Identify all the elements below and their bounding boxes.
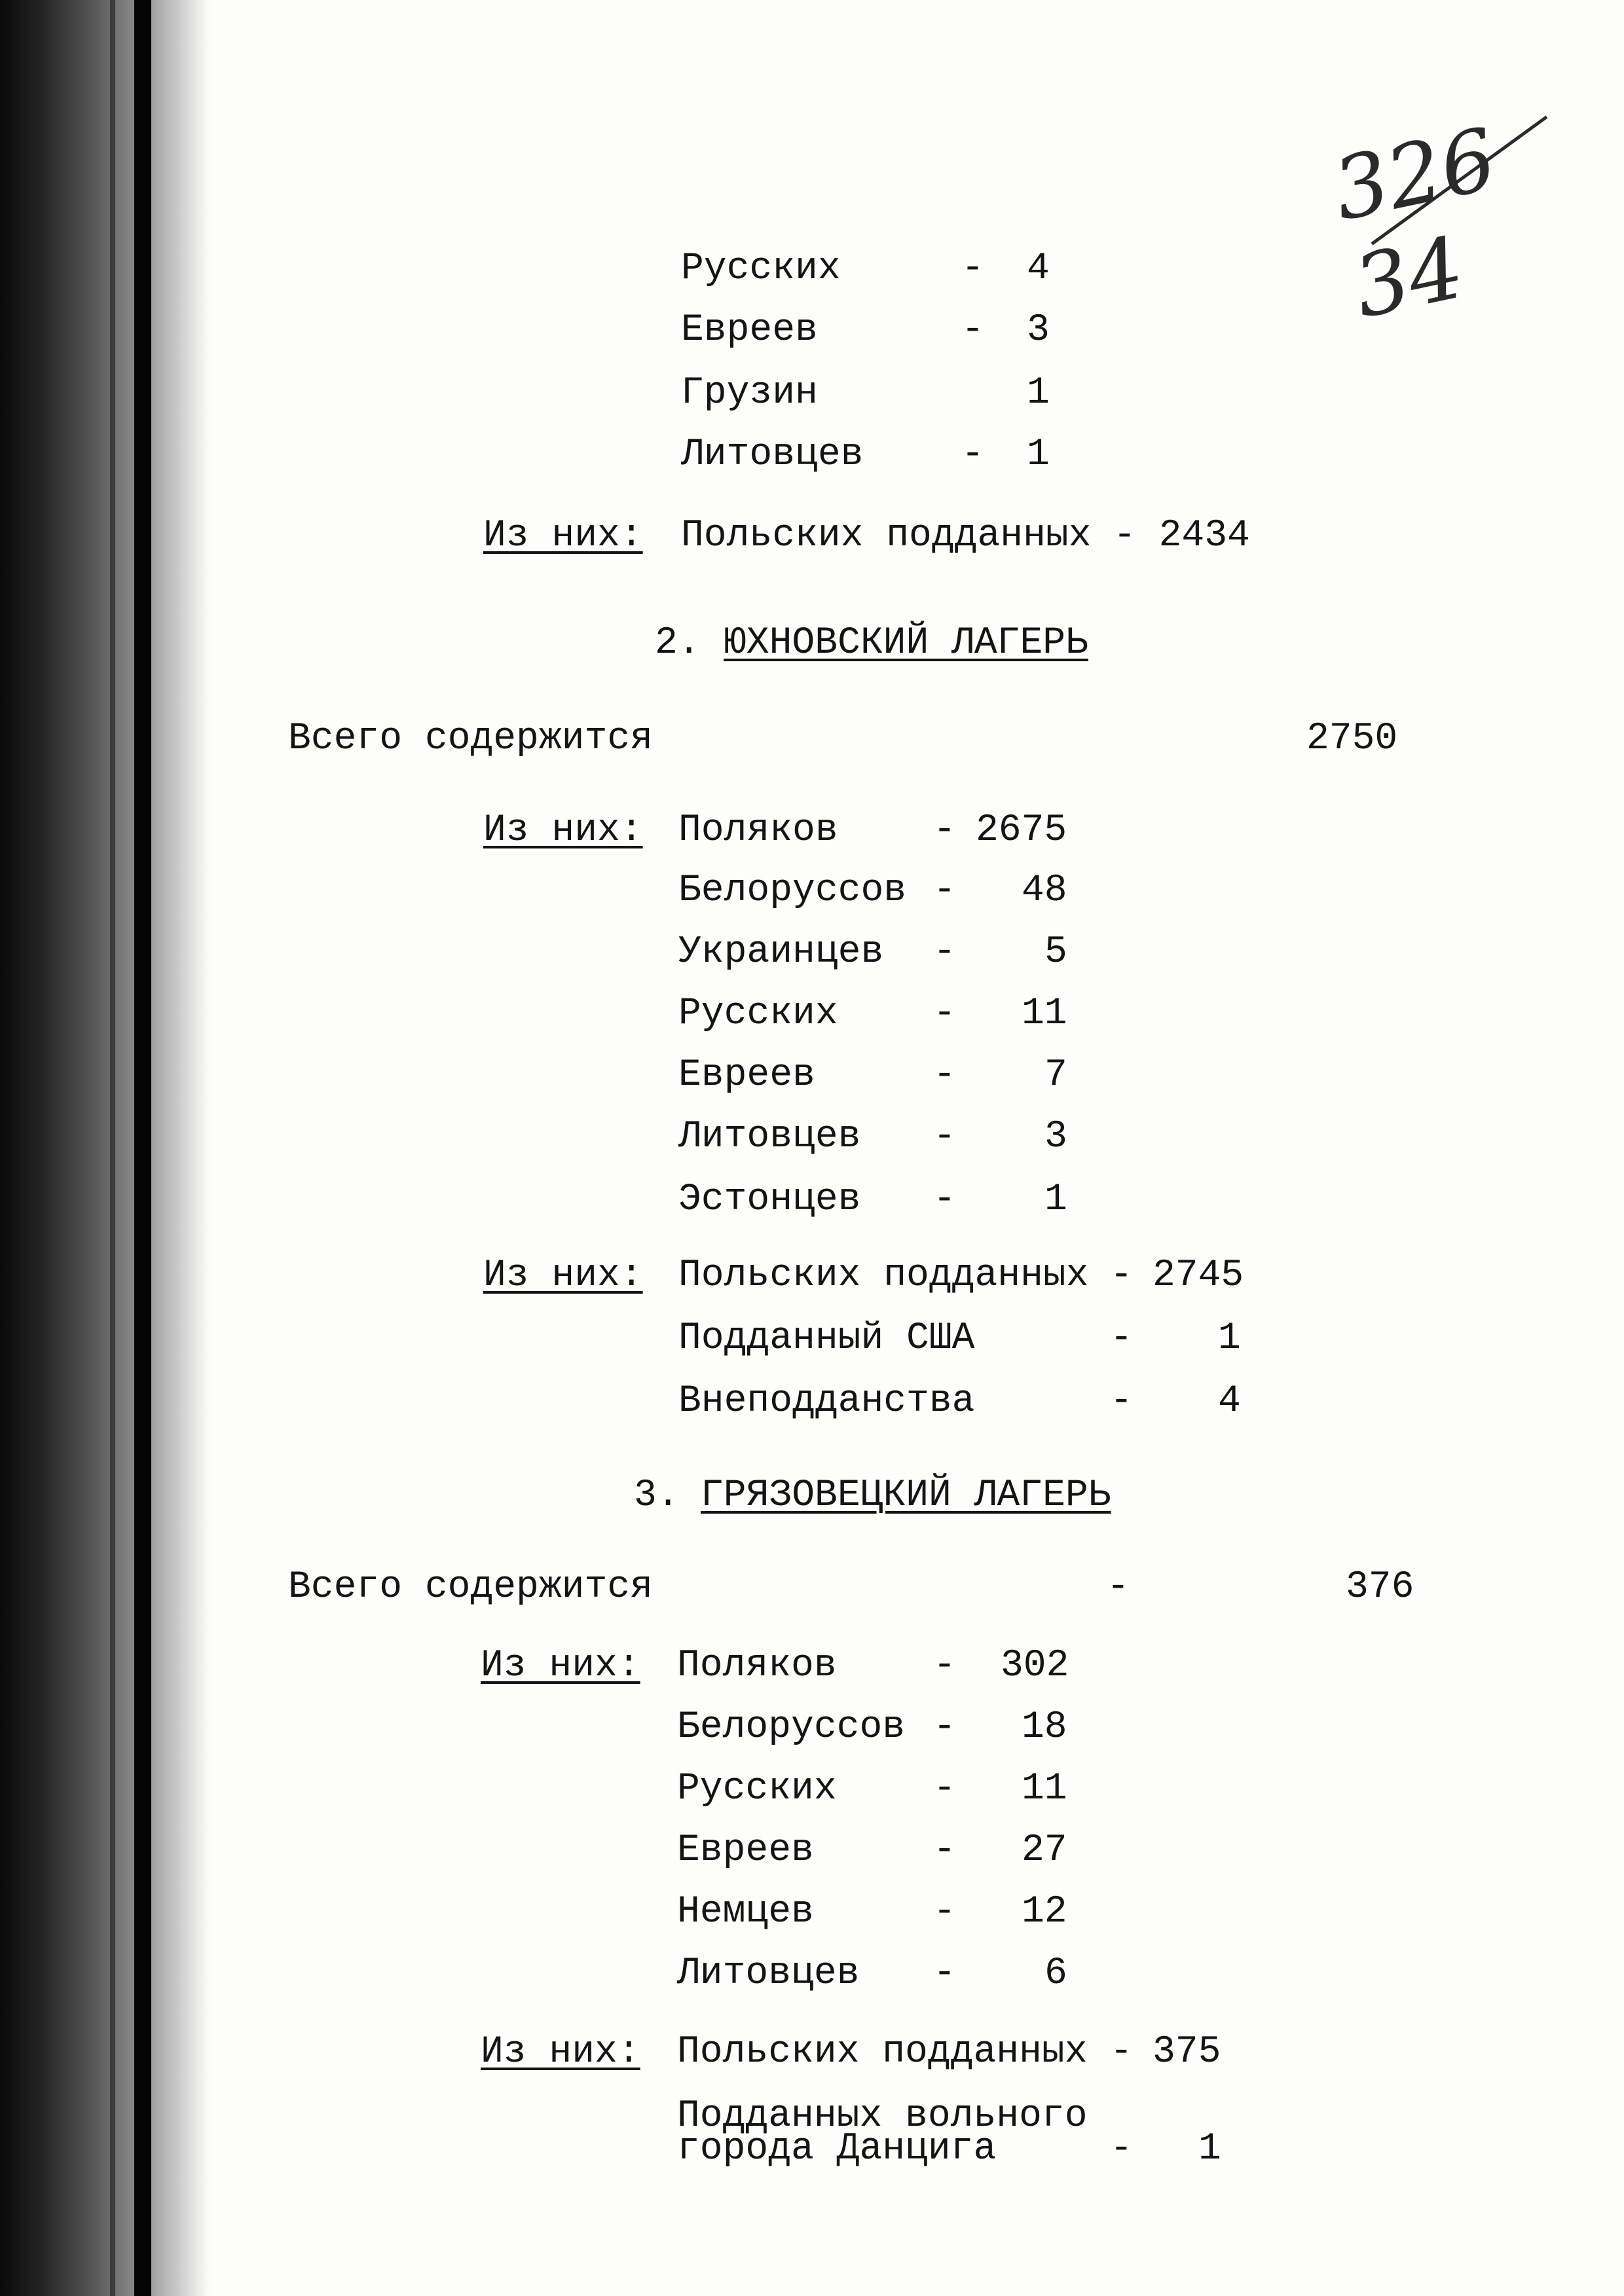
list-item-value: 18 (1022, 1706, 1067, 1749)
total-label: Всего содержится (288, 718, 653, 760)
list-item-dash: - (933, 1645, 956, 1687)
list-item-dash: - (933, 993, 956, 1035)
list-item-label: Украинцев (678, 931, 884, 974)
list-item-label: Евреев (677, 1829, 814, 1872)
subjects-label: Внеподданства (678, 1380, 975, 1423)
list-item-label: Русских (678, 993, 838, 1035)
list-item-label: Литовцев (677, 1952, 860, 1995)
section-title: ЮХНОВСКИЙ ЛАГЕРЬ (724, 622, 1088, 665)
list-item-label: Литовцев (681, 433, 864, 476)
binding-edge (110, 0, 115, 2296)
total-value: 376 (1346, 1566, 1414, 1609)
list-item-value: 4 (1027, 247, 1050, 290)
subjects-dash: - (1110, 1254, 1133, 1297)
subjects-label: Польских подданных (681, 515, 1092, 557)
list-item-label: Евреев (678, 1054, 815, 1097)
list-item-value: 6 (1044, 1952, 1067, 1995)
nationalities-prefix: Из них: (483, 809, 643, 852)
subjects-value: 1 (1198, 2128, 1221, 2170)
total-value: 2750 (1306, 718, 1398, 760)
list-item-dash: - (961, 247, 984, 290)
subjects-label: Подданный США (678, 1317, 975, 1360)
list-item-label: Белоруссов (678, 869, 907, 912)
book-binding-shadow (0, 0, 210, 2296)
subjects-prefix: Из них: (483, 515, 643, 557)
list-item-label: Поляков (677, 1645, 837, 1687)
subjects-label: Польских подданных (678, 1254, 1089, 1297)
list-item-dash: - (933, 931, 956, 974)
list-item-value: 12 (1022, 1891, 1067, 1933)
list-item-label: Русских (681, 247, 841, 290)
list-item-dash: - (933, 1054, 956, 1097)
book-spine (134, 0, 151, 2296)
handwritten-page-number: 326 34 (1325, 109, 1505, 338)
list-item-dash: - (933, 809, 956, 852)
list-item-value: 11 (1022, 993, 1067, 1035)
list-item-dash: - (961, 433, 984, 476)
subjects-label-line2: города Данцига (677, 2128, 997, 2170)
list-item-value: 1 (1044, 1178, 1067, 1221)
subjects-prefix: Из них: (483, 1254, 643, 1297)
section-number: 2. (655, 622, 701, 665)
list-item-label: Белоруссов (677, 1706, 906, 1749)
list-item-label: Эстонцев (678, 1178, 861, 1221)
list-item-value: 48 (1022, 869, 1067, 912)
list-item-dash: - (961, 309, 984, 352)
total-label: Всего содержится (288, 1566, 653, 1609)
subjects-dash: - (1110, 2128, 1133, 2170)
list-item-label: Грузин (681, 372, 818, 414)
list-item-value: 3 (1044, 1116, 1067, 1158)
section-number: 3. (634, 1474, 680, 1517)
list-item-value: 11 (1022, 1768, 1067, 1810)
list-item-label: Литовцев (678, 1116, 861, 1158)
section-title: ГРЯЗОВЕЦКИЙ ЛАГЕРЬ (701, 1474, 1111, 1517)
list-item-dash: - (933, 1178, 956, 1221)
subjects-label: Польских подданных (677, 2031, 1088, 2073)
total-dash: - (1107, 1566, 1130, 1609)
list-item-value: 7 (1044, 1054, 1067, 1097)
list-item-value: 302 (1001, 1645, 1069, 1687)
nationalities-prefix: Из них: (481, 1645, 640, 1687)
list-item-dash: - (933, 1768, 956, 1810)
list-item-dash: - (933, 869, 956, 912)
list-item-label: Немцев (677, 1891, 814, 1933)
list-item-value: 27 (1022, 1829, 1067, 1872)
subjects-value: 1 (1218, 1317, 1241, 1360)
subjects-prefix: Из них: (481, 2031, 640, 2073)
subjects-label: Подданных вольного (677, 2095, 1088, 2138)
list-item-dash: - (933, 1706, 956, 1749)
subjects-dash: - (1110, 1317, 1133, 1360)
list-item-value: 5 (1044, 931, 1067, 974)
list-item-label: Евреев (681, 309, 818, 352)
subjects-dash: - (1110, 2031, 1133, 2073)
subjects-value: 2745 (1153, 1254, 1244, 1297)
subjects-value: 4 (1218, 1380, 1241, 1423)
subjects-value: 375 (1153, 2031, 1221, 2073)
list-item-value: 2675 (976, 809, 1067, 852)
list-item-value: 1 (1027, 372, 1050, 414)
list-item-dash: - (933, 1829, 956, 1872)
subjects-value: - 2434 (1113, 515, 1250, 557)
list-item-label: Поляков (678, 809, 838, 852)
list-item-dash: - (933, 1891, 956, 1933)
subjects-dash: - (1110, 1380, 1133, 1423)
list-item-dash: - (933, 1952, 956, 1995)
list-item-dash: - (933, 1116, 956, 1158)
list-item-label: Русских (677, 1768, 837, 1810)
list-item-value: 1 (1027, 433, 1050, 476)
list-item-value: 3 (1027, 309, 1050, 352)
